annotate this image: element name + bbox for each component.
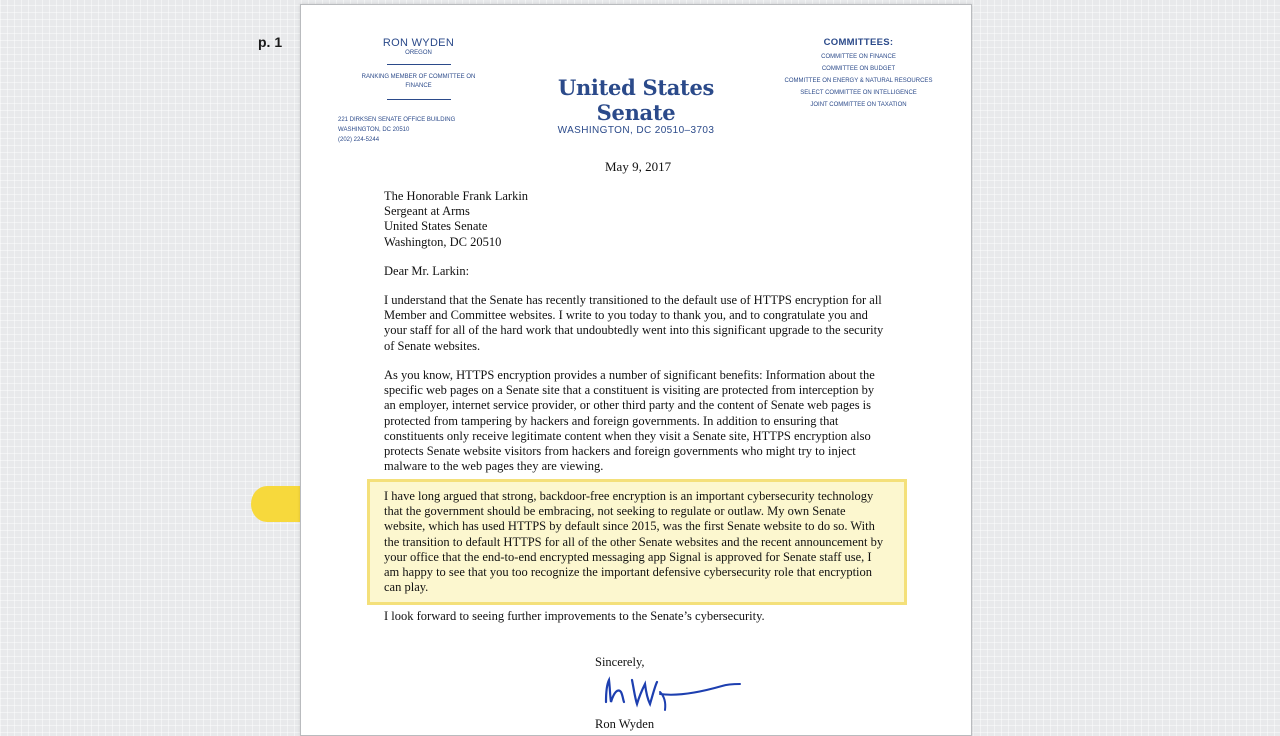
senator-state: OREGON [405, 50, 432, 56]
letterhead-divider [387, 99, 451, 100]
letterhead-senator-block [331, 37, 506, 108]
address-line: (202) 224-5244 [338, 137, 380, 143]
letterhead-divider [387, 64, 451, 65]
committee-item: SELECT COMMITTEE ON INTELLIGENCE [800, 90, 917, 96]
senator-role: RANKING MEMBER OF COMMITTEE ON FINANCE [361, 74, 476, 89]
signer-name: Ron Wyden [595, 717, 655, 731]
committees-title: COMMITTEES: [823, 37, 894, 48]
page-label: p. 1 [258, 34, 283, 50]
body-paragraph: I understand that the Senate has recently transitioned to the default use of HTTPS encryption for all Member and Committee websites. I write to you today to thank you, and to congratulate you and your staff for all of the hard work that undoubtedly went into this significant upgrade to the security of Senate websites. [384, 293, 884, 353]
institution-city: WASHINGTON, DC 20510–3703 [557, 125, 715, 136]
recipient-line: Washington, DC 20510 [384, 234, 502, 249]
handwritten-signature [594, 672, 754, 714]
committee-item: COMMITTEE ON ENERGY & NATURAL RESOURCES [784, 78, 933, 84]
body-paragraph: As you know, HTTPS encryption provides a number of significant benefits: Information about the specific web pages on a Senate site that a constituent is visiting are protected from interception by an employer, internet service provider, or other third party and the content of Senate web pages is protected from tampering by hackers and foreign governments. In addition to ensuring that constituents only receive legitimate content when they visit a Senate site, HTTPS encryption also protects Senate website visitors from hackers and foreign governments who might try to inject malware to the web pages they are viewing. [384, 368, 875, 474]
senator-name: RON WYDEN [382, 37, 455, 49]
letter-page [300, 4, 972, 736]
recipient-line: United States Senate [384, 219, 488, 234]
highlighted-paragraph: I have long argued that strong, backdoor-free encryption is an important cybersecurity technology that the government should be embracing, not seeking to regulate or outlaw. My own Senate website, which has used HTTPS by default since 2015, was the first Senate website to do so. With the transition to default HTTPS for all of the other Senate websites and the recent announcement by your office that the end-to-end encrypted messaging app Signal is approved for Senate staff use, I am happy to see that you too recognize the important defensive cybersecurity role that encryption can play. [384, 489, 884, 595]
committee-item: COMMITTEE ON BUDGET [821, 66, 896, 72]
letter-date: May 9, 2017 [605, 159, 672, 174]
address-line: WASHINGTON, DC 20510 [338, 127, 410, 133]
committee-item: JOINT COMMITTEE ON TAXATION [810, 102, 907, 108]
institution-name: United States Senate [557, 75, 715, 125]
committees-block [771, 37, 946, 111]
complimentary-close: Sincerely, [595, 655, 645, 669]
recipient-line: The Honorable Frank Larkin [384, 189, 529, 203]
address-line: 221 DIRKSEN SENATE OFFICE BUILDING [338, 117, 456, 123]
office-address [338, 115, 455, 145]
closing-paragraph: I look forward to seeing further improvements to the Senate’s cybersecurity. [384, 609, 765, 623]
letterhead-institution [531, 75, 741, 136]
recipient-line: Sergeant at Arms [384, 204, 470, 219]
inside-address [384, 189, 884, 250]
committee-item: COMMITTEE ON FINANCE [821, 54, 896, 60]
salutation: Dear Mr. Larkin: [384, 264, 470, 278]
